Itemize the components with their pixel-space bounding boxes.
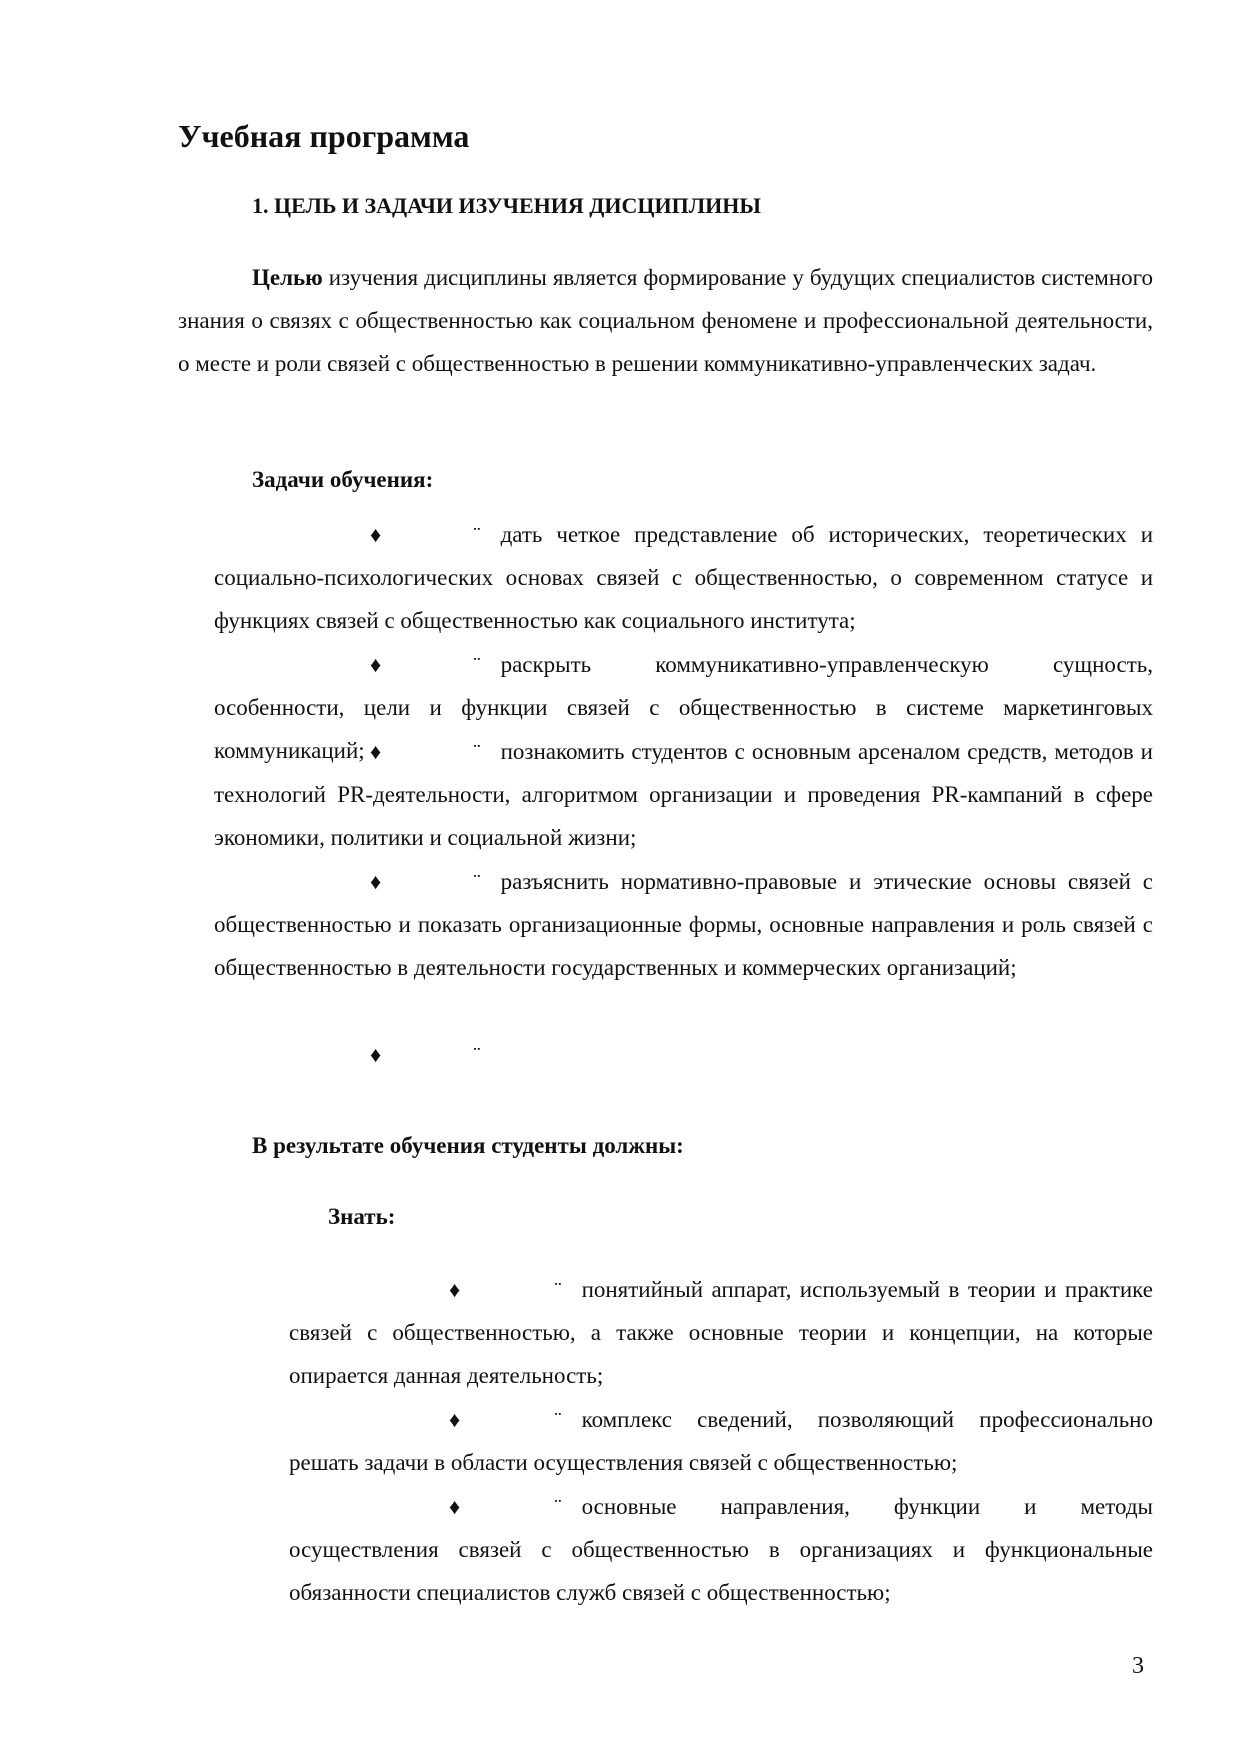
list-item-text: дать четкое представление об исторических, теоретических и социально-психологических основах связей с общественностью, о современном статусе и функциях связей с общественностью как социального института; xyxy=(214,522,1153,633)
list-item xyxy=(214,1033,1153,1076)
result-heading: В результате обучения студенты должны: xyxy=(252,1133,684,1158)
bullet-mark: ¨ xyxy=(554,1494,562,1519)
bullet-mark: ¨ xyxy=(473,869,481,894)
bullet-mark: ¨ xyxy=(473,739,481,764)
know-heading: Знать: xyxy=(328,1204,396,1229)
tasks-heading: Задачи обучения: xyxy=(252,467,434,492)
list-item-text: понятийный аппарат, используемый в теории и практике связей с общественностью, а также основные теории и концепции, на которые опирается данная деятельность; xyxy=(289,1277,1153,1388)
section-heading: 1. ЦЕЛЬ И ЗАДАЧИ ИЗУЧЕНИЯ ДИСЦИПЛИНЫ xyxy=(252,193,761,218)
diamond-bullet-icon: ♦ xyxy=(370,739,382,764)
list-item xyxy=(289,1485,1153,1614)
diamond-bullet-icon: ♦ xyxy=(449,1494,461,1519)
bullet-mark: ¨ xyxy=(473,1042,481,1067)
list-item xyxy=(289,1268,1153,1397)
bullet-mark: ¨ xyxy=(554,1407,562,1432)
page-number: 3 xyxy=(1132,1653,1144,1679)
diamond-bullet-icon: ♦ xyxy=(370,869,382,894)
list-item xyxy=(214,860,1153,989)
intro-text: изучения дисциплины является формирование у будущих специалистов системного знания о связях с общественностью как социальном феномене и профессиональной деятельности, о месте и роли связей с общественностью в решении коммуникативно-управленческих задач. xyxy=(178,265,1153,376)
list-item-text: разъяснить нормативно-правовые и этические основы связей с общественностью и показать организационные формы, основные направления и роль связей с общественностью в деятельности государственных и коммерческих организаций; xyxy=(214,869,1153,980)
list-item xyxy=(214,513,1153,642)
list-item-text: познакомить студентов с основным арсеналом средств, методов и технологий PR-деятельности, алгоритмом организации и проведения PR-кампаний в сфере экономики, политики и социальной жизни; xyxy=(214,739,1153,850)
diamond-bullet-icon: ♦ xyxy=(449,1407,461,1432)
intro-bold-word: Целью xyxy=(252,265,323,290)
bullet-mark: ¨ xyxy=(473,652,481,677)
list-item xyxy=(289,1398,1153,1484)
list-item-text: основные направления, функции и методы осуществления связей с общественностью в организациях и функциональные обязанности специалистов служб связей с общественностью; xyxy=(289,1494,1153,1605)
document-title: Учебная программа xyxy=(178,118,470,154)
list-item-text: раскрыть коммуникативно-управленческую сущность, особенности, цели и функции связей с общественностью в системе маркетинговых коммуникаций; xyxy=(214,652,1153,763)
diamond-bullet-icon: ♦ xyxy=(370,522,382,547)
list-item xyxy=(214,730,1153,859)
intro-paragraph xyxy=(178,256,1153,385)
bullet-mark: ¨ xyxy=(554,1277,562,1302)
bullet-mark: ¨ xyxy=(473,522,481,547)
diamond-bullet-icon: ♦ xyxy=(370,652,382,677)
list-item-text: комплекс сведений, позволяющий профессионально решать задачи в области осуществления связей с общественностью; xyxy=(289,1407,1153,1475)
diamond-bullet-icon: ♦ xyxy=(449,1277,461,1302)
diamond-bullet-icon: ♦ xyxy=(370,1042,382,1067)
